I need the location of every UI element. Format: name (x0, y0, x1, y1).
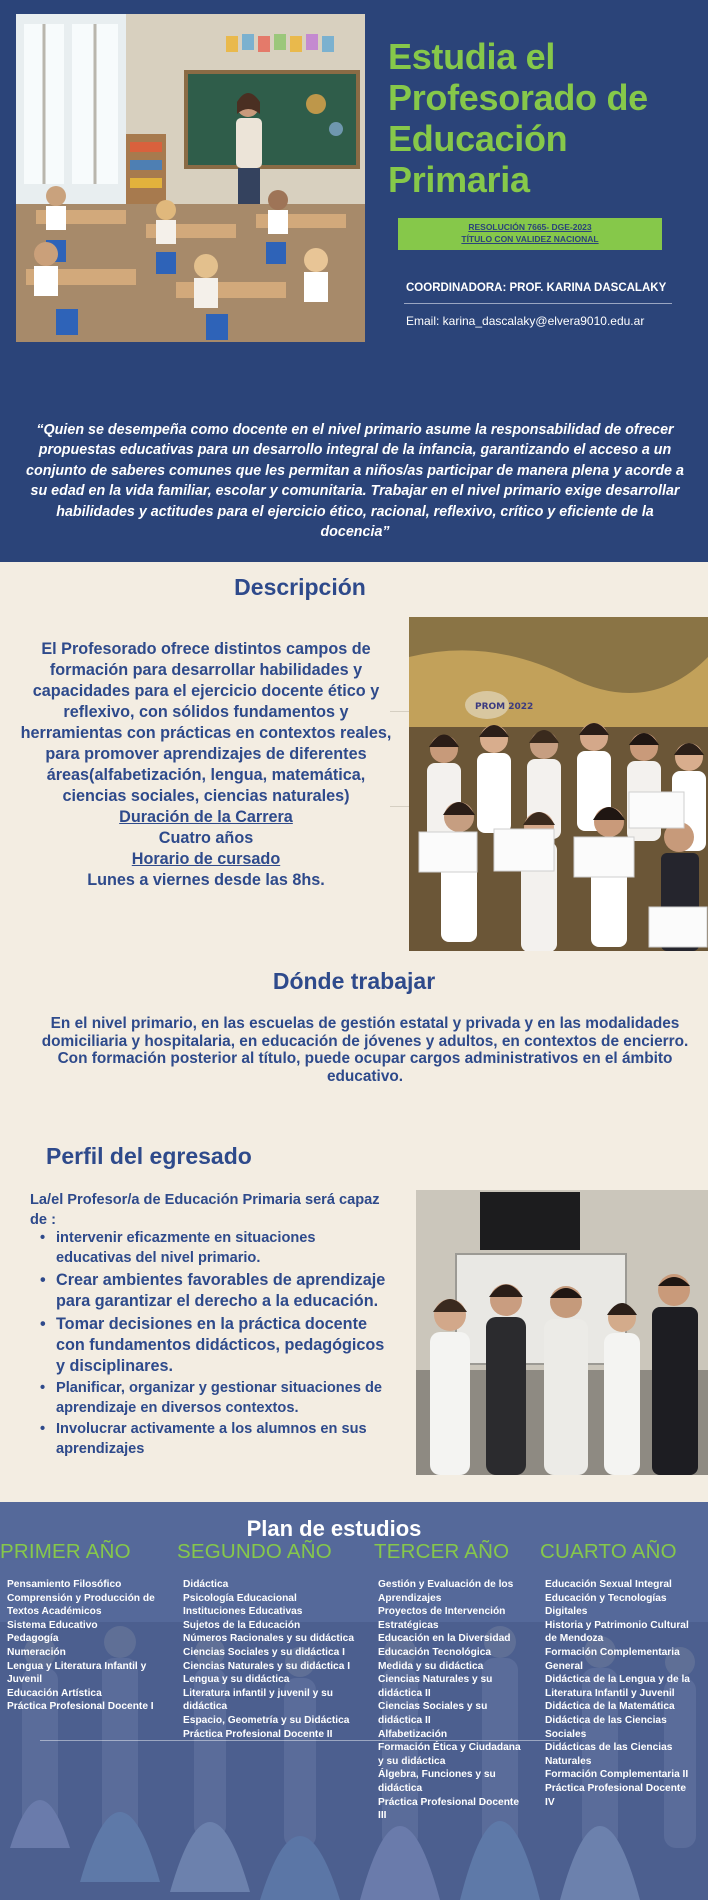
duration-label: Duración de la Carrera (119, 808, 293, 826)
decorative-line (390, 711, 410, 712)
list-item: Lengua y Literatura Infantil y Juvenil (7, 1660, 147, 1686)
list-item: Medida y su didáctica (378, 1660, 484, 1672)
title-validity[interactable]: TÍTULO CON VALIDEZ NACIONAL (461, 233, 599, 244)
classroom-photo (16, 14, 365, 342)
list-item: Sujetos de la Educación (183, 1619, 301, 1631)
list-item: • intervenir eficazmente en situaciones educativas del nivel primario. (38, 1229, 388, 1268)
year-heading-2: SEGUNDO AÑO (177, 1540, 332, 1563)
list-item: Ciencias Sociales y su didáctica I (183, 1646, 345, 1658)
coordinator-label: COORDINADORA: PROF. KARINA DASCALAKY (406, 282, 667, 294)
graduation-photo (409, 617, 708, 951)
hero-divider (404, 303, 672, 304)
duration-value: Cuatro años (158, 829, 254, 847)
list-item: Instituciones Educativas (183, 1606, 303, 1618)
list-item: Práctica Profesional Docente II (183, 1728, 333, 1740)
donde-heading: Dónde trabajar (272, 968, 436, 994)
donde-text (22, 1015, 708, 1085)
list-item: Didáctica de las Ciencias Sociales (545, 1714, 667, 1740)
list-item: Literatura infantil y juvenil y su didáctica (183, 1687, 334, 1713)
descripcion-text (18, 639, 394, 891)
list-item: Ciencias Naturales y su didáctica II (378, 1674, 493, 1699)
list-item: • Crear ambientes favorables de aprendizaje para garantizar el derecho a la educación. (38, 1270, 388, 1312)
plan-section (0, 1502, 708, 1900)
list-item: Didáctica (183, 1579, 229, 1590)
list-item: Práctica Profesional Docente I (7, 1701, 154, 1713)
list-item: Educación Artística (7, 1687, 102, 1699)
list-item: Práctica Profesional Docente III (378, 1796, 519, 1822)
list-item: Pedagogía (7, 1633, 59, 1645)
list-item: Educación Sexual Integral (545, 1579, 672, 1590)
list-item: Álgebra, Funciones y su didáctica (378, 1769, 496, 1794)
list-item: Ciencias Sociales y su didáctica II (378, 1701, 488, 1726)
list-item: Alfabetización (378, 1728, 448, 1740)
list-item: • Planificar, organizar y gestionar situaciones de aprendizaje en diversos contextos. (38, 1379, 388, 1418)
plan-divider (40, 1740, 560, 1741)
list-item: Práctica Profesional Docente IV (545, 1782, 686, 1808)
subjects-year-2 (183, 1578, 365, 1741)
descripcion-body: El Profesorado ofrece distintos campos de formación para desarrollar habilidades y capacidades para el ejercicio docente ético y reflexivo, con sólidos fundamentos y herramientas con prácticas en contextos reales, para promover aprendizajes de diferentes áreas(alfabetización, lengua, matemática, ciencias sociales, ciencias naturales) (20, 640, 392, 805)
list-item: Didáctica de la Lengua y de la Literatura Infantil y Juvenil (545, 1674, 690, 1699)
list-item: Historia y Patrimonio Cultural de Mendoza (545, 1619, 689, 1645)
list-item: • Involucrar activamente a los alumnos en sus aprendizajes (38, 1420, 388, 1459)
list-item: Formación Ética y Ciudadana y su didáctica (378, 1742, 521, 1767)
resolution-badge (398, 218, 662, 250)
list-item: Psicología Educacional (183, 1592, 297, 1604)
year-heading-4: CUARTO AÑO (540, 1540, 677, 1563)
perfil-heading: Perfil del egresado (46, 1143, 252, 1169)
list-item: Sistema Educativo (7, 1619, 98, 1631)
list-item: Lengua y su didáctica (183, 1674, 290, 1686)
intro-quote: “Quien se desempeña como docente en el nivel primario asume la responsabilidad de ofrecer propuestas educativas para un desarrollo integral de la infancia, garantizando el acceso a un conjunto de saberes comunes que les permitan a niños/as participar de manera plena y acorde a su edad en la vida familiar, escolar y comunitaria. Trabajar en el nivel primario exige desarrollar habilidades y actitudes para el ejercicio ético, racional, reflexivo, crítico y eficiente de la docencia” (26, 422, 684, 541)
schedule-label: Horario de cursado (131, 850, 281, 868)
page-title: Estudia el Profesorado de Educación Primaria (388, 36, 648, 200)
list-item: Formación Complementaria II (545, 1769, 689, 1781)
year-heading-3: TERCER AÑO (374, 1540, 510, 1563)
donde-paragraph-1: En el nivel primario, en las escuelas de gestión estatal y privada y en las modalidades domiciliaria y hospitalaria, en educación de jóvenes y adultos, en contextos de encierro. (41, 1015, 689, 1050)
hero-section (0, 0, 708, 562)
donde-paragraph-2: Con formación posterior al título, puede ocupar cargos administrativos en el ámbito educativo. (57, 1050, 673, 1085)
list-item: Educación en la Diversidad (378, 1633, 511, 1645)
list-item: • Tomar decisiones en la práctica docente con fundamentos didácticos, pedagógicos y disciplinares. (38, 1314, 388, 1377)
prom-banner-text: PROM 2022 (475, 702, 534, 712)
graduates-photo (416, 1190, 708, 1475)
list-item: Educación Tecnológica (378, 1646, 492, 1658)
subjects-year-4 (545, 1578, 695, 1809)
plan-heading: Plan de estudios (246, 1516, 422, 1541)
descripcion-heading: Descripción (234, 574, 366, 600)
decorative-line (390, 806, 410, 807)
list-item: Ciencias Naturales y su didáctica I (183, 1660, 351, 1672)
list-item: Pensamiento Filosófico (7, 1579, 122, 1590)
list-item: Espacio, Geometría y su Didáctica (183, 1714, 350, 1726)
subjects-year-1 (7, 1578, 165, 1714)
list-item: Proyectos de Intervención Estratégicas (378, 1606, 506, 1631)
list-item: Números Racionales y su didáctica (183, 1633, 354, 1645)
schedule-value: Lunes a viernes desde las 8hs. (87, 871, 325, 889)
subjects-year-3 (378, 1578, 528, 1823)
perfil-list (38, 1229, 388, 1459)
list-item: Educación y Tecnologías Digitales (545, 1592, 667, 1618)
list-item: Didácticas de las Ciencias Naturales (545, 1742, 673, 1767)
coordinator-email[interactable]: Email: karina_dascalaky@elvera9010.edu.ar (406, 314, 645, 328)
list-item: Formación Complementaria General (545, 1646, 680, 1672)
year-heading-1: PRIMER AÑO (0, 1540, 131, 1563)
list-item: Gestión y Evaluación de los Aprendizajes (378, 1579, 514, 1604)
perfil-intro: La/el Profesor/a de Educación Primaria será capaz de : (30, 1192, 380, 1228)
list-item: Numeración (7, 1646, 66, 1658)
list-item: Comprensión y Producción de Textos Académicos (7, 1592, 155, 1618)
resolution-number[interactable]: RESOLUCIÓN 7665- DGE-2023 (468, 222, 592, 232)
list-item: Didáctica de la Matemática (545, 1701, 675, 1713)
